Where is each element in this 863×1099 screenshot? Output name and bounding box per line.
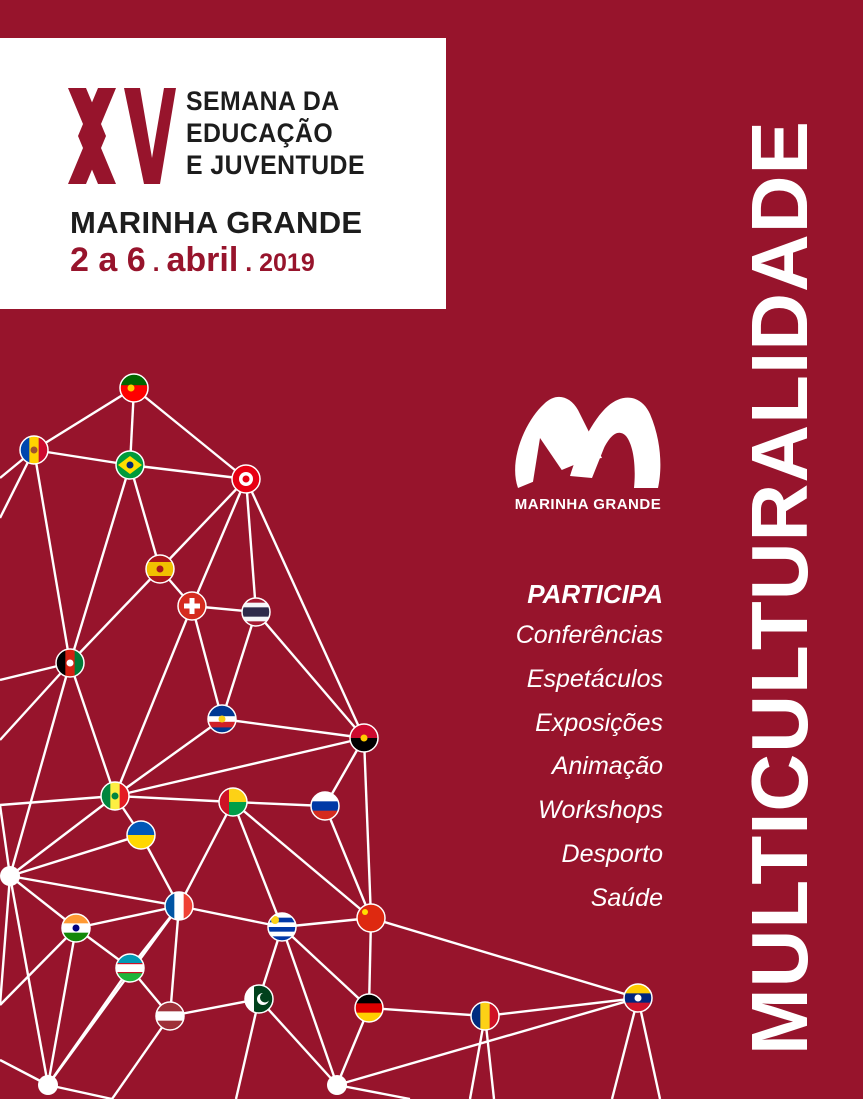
france-flag [165, 892, 194, 920]
participate-list [516, 574, 663, 921]
week-title-line-1: SEMANA DA [186, 86, 340, 116]
marinha-grande-logo-icon [512, 390, 664, 494]
activity-item: Exposições [535, 708, 663, 737]
network-edge [10, 835, 141, 876]
venezuela-flag [624, 984, 652, 1013]
angola-flag [350, 724, 378, 753]
network-edge [325, 806, 371, 918]
network-edge [192, 479, 246, 606]
network-edge [130, 465, 246, 479]
network-junction [38, 1075, 58, 1095]
network-edge [10, 876, 179, 906]
network-edge [638, 998, 660, 1099]
activity-item: Conferências [515, 621, 663, 649]
network-edge [0, 805, 10, 876]
network-edge [34, 450, 70, 663]
thailand-flag [242, 598, 270, 627]
network-edge [192, 606, 222, 719]
network-edge [115, 738, 364, 796]
network-edge [612, 998, 638, 1099]
week-title-line-2: EDUCAÇÃO [186, 118, 334, 148]
edition-label: XV [119, 148, 121, 149]
network-edge [0, 876, 10, 1005]
afghanistan-flag [56, 649, 85, 677]
event-days: 2 a 6 [70, 241, 146, 279]
network-edge [337, 1085, 410, 1099]
ukraine-flag [127, 821, 155, 850]
china-flag [357, 904, 385, 932]
network-junction [0, 866, 20, 886]
network-edge [48, 968, 130, 1085]
network-edge [130, 465, 160, 569]
date-separator-2: . [238, 249, 260, 277]
network-edge [10, 796, 115, 876]
activity-item: Espetáculos [526, 664, 663, 693]
network-edge [256, 612, 364, 738]
participate-heading: PARTICIPA [527, 579, 663, 609]
event-month: abril [166, 241, 239, 279]
network-edge [115, 796, 233, 802]
network-edge [170, 906, 179, 1016]
tunisia-flag [232, 465, 260, 493]
network-edge [179, 802, 233, 906]
portugal-flag [120, 374, 148, 403]
activity-item: Workshops [537, 796, 663, 825]
moldova-flag [20, 436, 49, 464]
network-edge [282, 927, 337, 1085]
pakistan-flag [245, 985, 273, 1013]
network-edge [236, 999, 259, 1099]
network-edge [112, 1016, 170, 1099]
network-edge [160, 479, 246, 569]
city-name: MARINHA GRANDE [70, 205, 363, 240]
network-edge [222, 612, 256, 719]
network-edge [10, 876, 48, 1085]
network-edge [34, 388, 134, 450]
network-edge [364, 738, 371, 918]
network-edge [233, 802, 282, 927]
date-separator-1: . [145, 249, 167, 277]
network-edge [369, 1008, 485, 1016]
network-edge [134, 388, 246, 479]
network-edge [233, 802, 371, 918]
guinea-bissau-flag [219, 788, 247, 817]
week-title-line-3: E JUVENTUDE [186, 150, 365, 180]
spain-flag [146, 555, 174, 584]
latvia-flag [156, 1002, 184, 1031]
edition-numeral [64, 88, 176, 184]
cape-verde-flag [208, 705, 236, 734]
network-edge [222, 719, 364, 738]
activity-item: Saúde [590, 883, 663, 912]
network-edge [70, 663, 115, 796]
theme-title: MULTICULTURALIDADE [735, 120, 824, 1055]
network-edge [0, 796, 115, 805]
network-junction [327, 1075, 347, 1095]
uruguay-flag [268, 913, 296, 942]
germany-flag [355, 994, 383, 1023]
switzerland-flag [178, 592, 206, 620]
russia-flag [311, 792, 339, 821]
activity-item: Desporto [561, 839, 663, 868]
senegal-flag [101, 782, 130, 810]
event-year: 2019 [259, 249, 315, 277]
logo-wordmark: MARINHA GRANDE [514, 496, 662, 513]
network-edge [179, 906, 282, 927]
network-edge [485, 998, 638, 1016]
network-edge [371, 918, 638, 998]
event-dates [70, 240, 315, 287]
india-flag [62, 914, 90, 943]
brazil-flag [116, 451, 144, 479]
network-edge [259, 999, 337, 1085]
activity-item: Animação [551, 752, 663, 781]
romania-flag [471, 1002, 500, 1030]
uzbekistan-flag [116, 954, 144, 983]
